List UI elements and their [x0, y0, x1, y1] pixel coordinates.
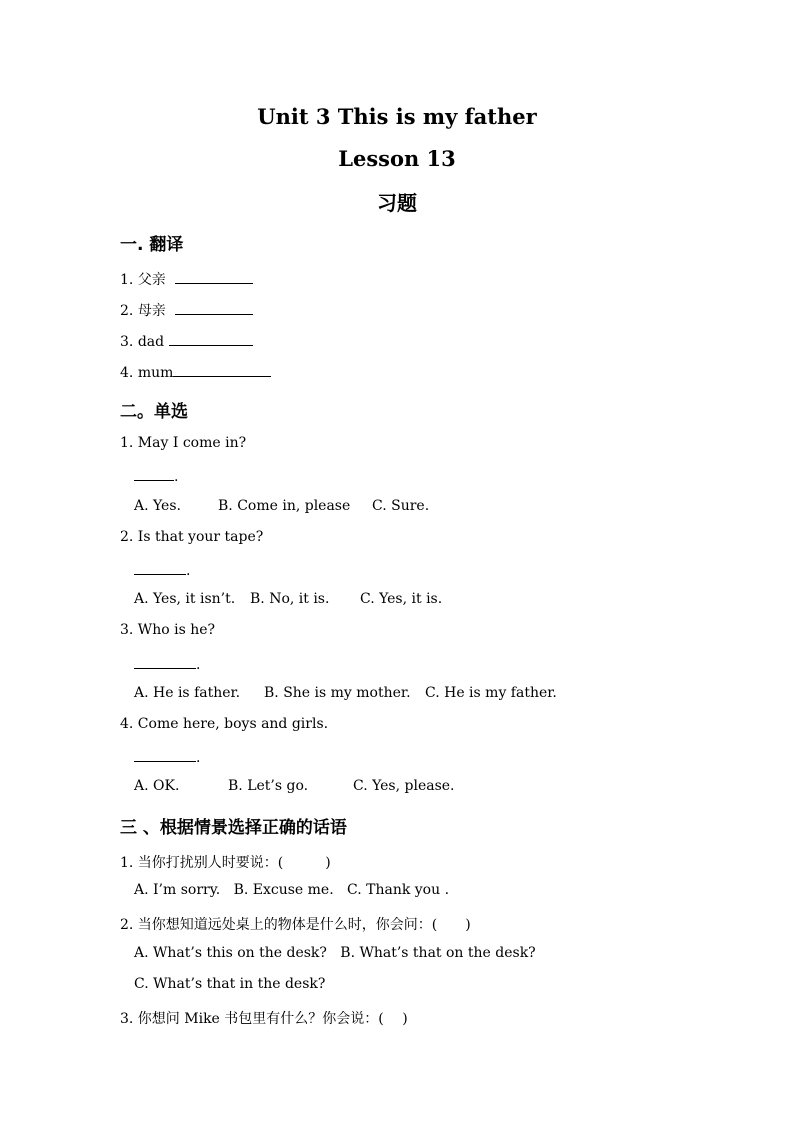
item-number: 3.: [120, 334, 134, 350]
answer-period: .: [196, 750, 201, 766]
option-b[interactable]: B. Let’s go.: [228, 778, 309, 794]
answer-blank[interactable]: [173, 362, 271, 377]
answer-blank[interactable]: [134, 747, 196, 762]
unit-title: Unit 3 This is my father: [257, 104, 537, 129]
option-b[interactable]: B. Come in, please: [218, 498, 351, 514]
choice-answer-line-4: [134, 747, 200, 766]
choice-options-4: [134, 778, 455, 794]
choice-answer-line-1: [134, 466, 178, 485]
choice-question-3: 3. Who is he?: [120, 622, 216, 638]
option-a[interactable]: A. Yes, it isn’t.: [134, 591, 236, 607]
item-text: dad: [137, 334, 165, 350]
section-situation-heading: 三 、根据情景选择正确的话语: [120, 818, 347, 838]
situation-options-2b[interactable]: C. What’s that in the desk?: [134, 976, 326, 992]
answer-blank[interactable]: [134, 560, 186, 575]
choice-question-1: 1. May I come in?: [120, 435, 247, 451]
section-translate-heading: 一. 翻译: [120, 235, 184, 255]
item-text: 母亲: [137, 303, 166, 319]
answer-blank[interactable]: [169, 331, 253, 346]
item-number: 4.: [120, 365, 134, 381]
answer-blank[interactable]: [175, 269, 253, 284]
situation-options-2a[interactable]: A. What’s this on the desk? B. What’s that on the desk?: [134, 945, 536, 961]
answer-blank[interactable]: [175, 300, 253, 315]
item-text: mum: [137, 365, 174, 381]
situation-options-1[interactable]: A. I’m sorry. B. Excuse me. C. Thank you .: [134, 882, 450, 898]
translate-item-4: [120, 362, 271, 381]
lesson-title: Lesson 13: [338, 146, 456, 171]
item-number: 2.: [120, 303, 134, 319]
option-c[interactable]: C. Sure.: [372, 498, 430, 514]
item-text: 父亲: [137, 272, 166, 288]
option-c[interactable]: C. Yes, it is.: [360, 591, 443, 607]
choice-answer-line-2: [134, 560, 190, 579]
translate-item-3: [120, 331, 253, 350]
option-a[interactable]: A. OK.: [134, 778, 180, 794]
option-c[interactable]: C. Yes, please.: [353, 778, 455, 794]
option-b[interactable]: B. No, it is.: [250, 591, 330, 607]
situation-question-3: 3. 你想问 Mike 书包里有什么？你会说：( ): [120, 1011, 408, 1027]
exercise-title: 习题: [377, 191, 417, 215]
choice-options-3: [134, 685, 557, 701]
option-c[interactable]: C. He is my father.: [425, 685, 557, 701]
choice-options-1: [134, 498, 429, 514]
answer-blank[interactable]: [134, 654, 196, 669]
translate-item-1: [120, 269, 253, 289]
choice-question-2: 2. Is that your tape?: [120, 529, 264, 545]
answer-period: .: [196, 657, 201, 673]
option-a[interactable]: A. Yes.: [134, 498, 181, 514]
choice-options-2: [134, 591, 442, 607]
choice-answer-line-3: [134, 654, 200, 673]
translate-item-2: [120, 300, 253, 320]
answer-period: .: [186, 563, 191, 579]
answer-blank[interactable]: [134, 466, 174, 481]
item-number: 1.: [120, 272, 134, 288]
answer-period: .: [174, 469, 179, 485]
option-a[interactable]: A. He is father.: [134, 685, 241, 701]
section-choice-heading: 二。单选: [120, 402, 188, 422]
situation-question-2: 2. 当你想知道远处桌上的物体是什么时，你会问：( ): [120, 917, 471, 933]
choice-question-4: 4. Come here, boys and girls.: [120, 716, 329, 732]
option-b[interactable]: B. She is my mother.: [264, 685, 411, 701]
situation-question-1: 1. 当你打扰别人时要说：( ): [120, 855, 331, 871]
